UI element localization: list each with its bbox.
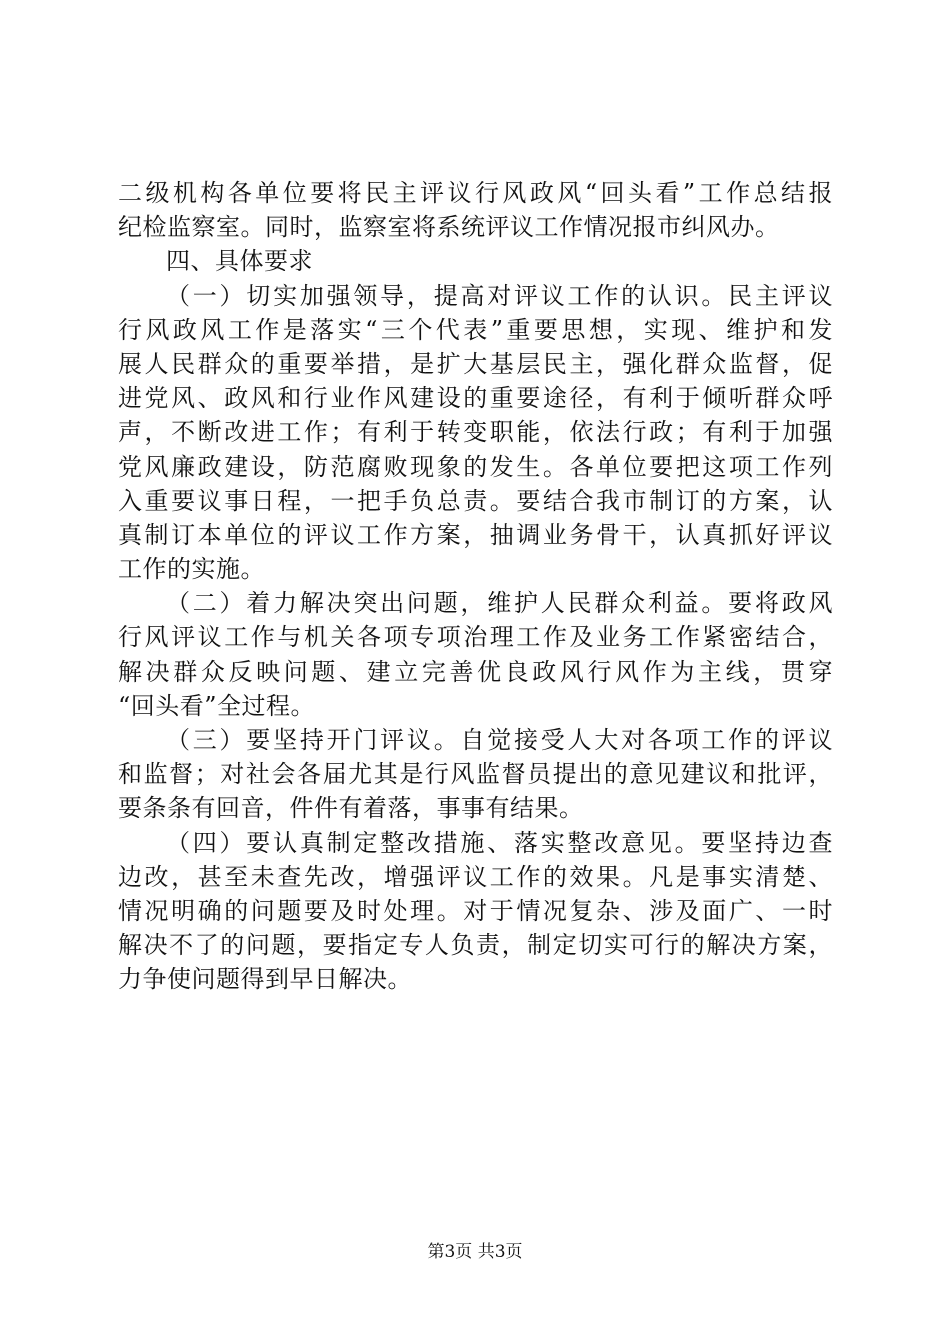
text-line: （二）着力解决突出问题，维护人民群众利益。要将政风 [166, 589, 833, 618]
text-line: 解决不了的问题，要指定专人负责，制定切实可行的解决方案， [118, 931, 833, 960]
text-line: （四）要认真制定整改措施、落实整改意见。要坚持边查 [166, 828, 833, 857]
text-line: 真制订本单位的评议工作方案，抽调业务骨干，认真抓好评议 [118, 520, 833, 549]
text-line: （一）切实加强领导，提高对评议工作的认识。民主评议 [166, 281, 833, 310]
text-line: （三）要坚持开门评议。自觉接受人大对各项工作的评议 [166, 726, 833, 754]
text-line: 工作的实施。 [118, 555, 265, 584]
text-line: 情况明确的问题要及时处理。对于情况复杂、涉及面广、一时 [118, 896, 833, 925]
text-line: “回头看”全过程。 [118, 691, 316, 720]
text-line: 和监督；对社会各届尤其是行风监督员提出的意见建议和批评， [118, 760, 833, 789]
page-number-label: 第3页 共3页 [427, 1242, 523, 1262]
document-body [118, 176, 833, 997]
text-line: 声，不断改进工作；有利于转变职能，依法行政；有利于加强 [118, 418, 833, 447]
text-line: 边改，甚至未查先改，增强评议工作的效果。凡是事实清楚、 [118, 862, 833, 891]
text-line: 二级机构各单位要将民主评议行风政风“回头看”工作总结报 [118, 179, 833, 207]
section-heading: 四、具体要求 [166, 247, 313, 276]
text-line: 展人民群众的重要举措，是扩大基层民主，强化群众监督，促 [118, 349, 833, 378]
text-line: 党风廉政建设，防范腐败现象的发生。各单位要把这项工作列 [118, 452, 833, 481]
text-line: 入重要议事日程，一把手负总责。要结合我市制订的方案，认 [118, 486, 833, 515]
text-line: 进党风、政风和行业作风建设的重要途径，有利于倾听群众呼 [118, 384, 833, 413]
page-footer [0, 1240, 950, 1264]
text-line: 解决群众反映问题、建立完善优良政风行风作为主线，贯穿 [118, 657, 833, 686]
text-line: 要条条有回音，件件有着落，事事有结果。 [118, 794, 584, 823]
text-line: 纪检监察室。同时，监察室将系统评议工作情况报市纠风办。 [118, 213, 780, 242]
text-line: 行风评议工作与机关各项专项治理工作及业务工作紧密结合， [118, 623, 833, 652]
text-line: 行风政风工作是落实“三个代表”重要思想，实现、维护和发 [118, 315, 833, 344]
text-line: 力争使问题得到早日解决。 [118, 965, 412, 994]
